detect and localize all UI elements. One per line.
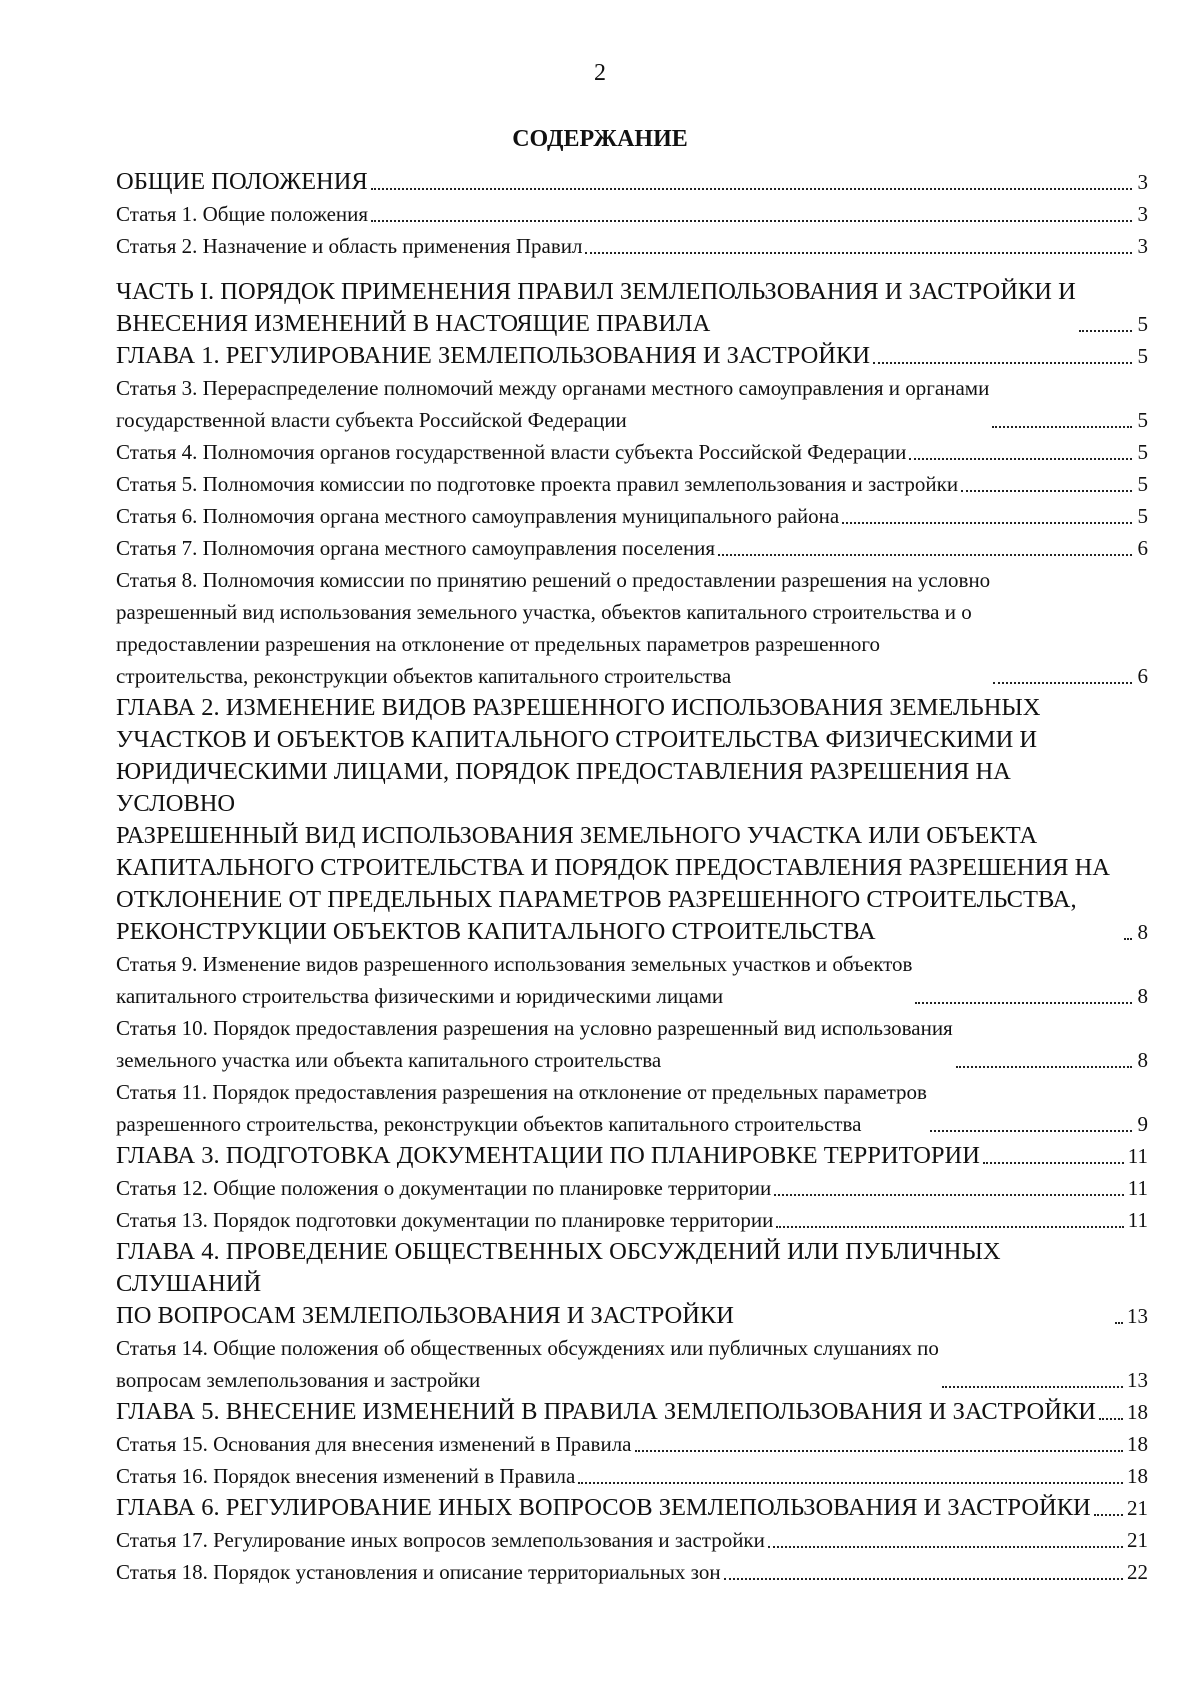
table-of-contents (116, 166, 1148, 1588)
toc-entry-page: 6 (1137, 664, 1148, 688)
toc-entry[interactable] (116, 1076, 1148, 1140)
toc-entry-title: Статья 14. Общие положения об общественных обсуждениях или публичных слушаниях по вопросам землепользования и застройки (116, 1336, 939, 1392)
toc-entry-title: Статья 18. Порядок установления и описание территориальных зон (116, 1560, 721, 1584)
toc-entry[interactable] (116, 1204, 1148, 1236)
dot-leader (983, 1161, 1124, 1164)
dot-leader (1079, 329, 1132, 332)
dot-leader (961, 489, 1132, 492)
toc-entry[interactable] (116, 1396, 1148, 1428)
toc-entry[interactable] (116, 1492, 1148, 1524)
toc-entry[interactable] (116, 1460, 1148, 1492)
toc-entry-page: 5 (1137, 440, 1148, 464)
toc-entry-page: 11 (1127, 1176, 1148, 1200)
toc-entry-page: 22 (1127, 1560, 1148, 1584)
toc-entry[interactable] (116, 436, 1148, 468)
dot-leader (993, 681, 1132, 684)
toc-entry-title: Статья 9. Изменение видов разрешенного использования земельных участков и объектов капитального строительства физическими и юридическими лицами (116, 952, 913, 1008)
toc-entry[interactable] (116, 166, 1148, 198)
toc-entry-title: Статья 11. Порядок предоставления разрешения на отклонение от предельных параметров разрешенного строительства, реконструкции объектов капитального строительства (116, 1080, 927, 1136)
toc-entry-page: 5 (1137, 472, 1148, 496)
toc-entry-title: Статья 5. Полномочия комиссии по подготовке проекта правил землепользования и застройки (116, 472, 959, 496)
toc-entry-page: 21 (1127, 1528, 1148, 1552)
toc-entry-title: Статья 16. Порядок внесения изменений в Правила (116, 1464, 576, 1488)
toc-entry[interactable] (116, 1012, 1148, 1076)
toc-entry-page: 11 (1127, 1144, 1148, 1168)
dot-leader (909, 457, 1132, 460)
toc-entry-title: Статья 12. Общие положения о документации по планировке территории (116, 1176, 772, 1200)
toc-entry-page: 5 (1137, 312, 1148, 336)
toc-entry-title: Статья 7. Полномочия органа местного самоуправления поселения (116, 536, 716, 560)
toc-entry-page: 3 (1137, 234, 1148, 258)
toc-entry-title: ГЛАВА 5. ВНЕСЕНИЕ ИЗМЕНЕНИЙ В ПРАВИЛА ЗЕМЛЕПОЛЬЗОВАНИЯ И ЗАСТРОЙКИ (116, 1398, 1096, 1425)
toc-entry-page: 21 (1127, 1496, 1148, 1520)
toc-entry-page: 18 (1127, 1400, 1148, 1424)
toc-entry-title: Статья 13. Порядок подготовки документации по планировке территории (116, 1208, 774, 1232)
toc-title: СОДЕРЖАНИЕ (512, 126, 688, 152)
dot-leader (992, 425, 1132, 428)
dot-leader (718, 553, 1132, 556)
toc-entry[interactable] (116, 340, 1148, 372)
dot-leader (635, 1449, 1123, 1452)
dot-leader (724, 1577, 1123, 1580)
dot-leader (873, 361, 1132, 364)
toc-entry-page: 5 (1137, 344, 1148, 368)
toc-entry-title: Статья 10. Порядок предоставления разрешения на условно разрешенный вид использования земельного участка или объекта капитального строительства (116, 1016, 953, 1072)
toc-entry[interactable] (116, 468, 1148, 500)
toc-entry-title: ГЛАВА 3. ПОДГОТОВКА ДОКУМЕНТАЦИИ ПО ПЛАНИРОВКЕ ТЕРРИТОРИИ (116, 1142, 980, 1169)
toc-entry-title: Статья 15. Основания для внесения изменений в Правила (116, 1432, 632, 1456)
dot-leader (578, 1481, 1123, 1484)
toc-entry-title: Статья 6. Полномочия органа местного самоуправления муниципального района (116, 504, 840, 528)
toc-entry[interactable] (116, 1140, 1148, 1172)
toc-entry[interactable] (116, 692, 1148, 948)
toc-entry-page: 18 (1127, 1464, 1148, 1488)
dot-leader (842, 521, 1132, 524)
toc-entry[interactable] (116, 372, 1148, 436)
toc-entry[interactable] (116, 500, 1148, 532)
toc-entry[interactable] (116, 276, 1148, 340)
toc-entry-title: ГЛАВА 2. ИЗМЕНЕНИЕ ВИДОВ РАЗРЕШЕННОГО ИСПОЛЬЗОВАНИЯ ЗЕМЕЛЬНЫХ УЧАСТКОВ И ОБЪЕКТОВ КАПИТАЛЬНОГО СТРОИТЕЛЬСТВА ФИЗИЧЕСКИМИ И ЮРИДИЧЕСКИМИ ЛИЦАМИ, ПОРЯДОК ПРЕДОСТАВЛЕНИЯ РАЗРЕШЕНИЯ НА УСЛОВНО РАЗРЕШЕННЫЙ ВИД ИСПОЛЬЗОВАНИЯ ЗЕМЕЛЬНОГО УЧАСТКА ИЛИ ОБЪЕКТА КАПИТАЛЬНОГО СТРОИТЕЛЬСТВА И ПОРЯДОК ПРЕДОСТАВЛЕНИЯ РАЗРЕШЕНИЯ НА ОТКЛОНЕНИЕ ОТ ПРЕДЕЛЬНЫХ ПАРАМЕТРОВ РАЗРЕШЕННОГО СТРОИТЕЛЬСТВА, РЕКОНСТРУКЦИИ ОБЪЕКТОВ КАПИТАЛЬНОГО СТРОИТЕЛЬСТВА (116, 694, 1110, 945)
toc-entry-title: ГЛАВА 6. РЕГУЛИРОВАНИЕ ИНЫХ ВОПРОСОВ ЗЕМЛЕПОЛЬЗОВАНИЯ И ЗАСТРОЙКИ (116, 1494, 1091, 1521)
dot-leader (915, 1001, 1132, 1004)
toc-entry-page: 13 (1127, 1304, 1148, 1328)
toc-entry-title: Статья 2. Назначение и область применения Правил (116, 234, 583, 258)
toc-entry-title: ЧАСТЬ I. ПОРЯДОК ПРИМЕНЕНИЯ ПРАВИЛ ЗЕМЛЕПОЛЬЗОВАНИЯ И ЗАСТРОЙКИ И ВНЕСЕНИЯ ИЗМЕНЕНИЙ В НАСТОЯЩИЕ ПРАВИЛА (116, 278, 1076, 337)
toc-entry-page: 3 (1137, 170, 1148, 194)
toc-entry[interactable] (116, 948, 1148, 1012)
toc-entry-page: 9 (1137, 1112, 1148, 1136)
toc-entry-page: 5 (1137, 504, 1148, 528)
dot-leader (371, 187, 1132, 190)
toc-entry[interactable] (116, 230, 1148, 262)
dot-leader (942, 1385, 1123, 1388)
toc-entry-title: Статья 1. Общие положения (116, 202, 369, 226)
toc-entry-page: 11 (1127, 1208, 1148, 1232)
toc-entry-title: ОБЩИЕ ПОЛОЖЕНИЯ (116, 168, 368, 195)
toc-entry[interactable] (116, 1556, 1148, 1588)
toc-entry[interactable] (116, 198, 1148, 230)
toc-entry[interactable] (116, 1428, 1148, 1460)
toc-entry-title: Статья 8. Полномочия комиссии по принятию решений о предоставлении разрешения на условно разрешенный вид использования земельного участка, объектов капитального строительства и о предоставлении разрешения на отклонение от предельных параметров разрешенного строительства, реконструкции объектов капитального строительства (116, 568, 991, 688)
toc-entry-page: 8 (1137, 920, 1148, 944)
dot-leader (776, 1225, 1123, 1228)
dot-leader (774, 1193, 1124, 1196)
dot-leader (768, 1545, 1123, 1548)
toc-entry[interactable] (116, 1172, 1148, 1204)
toc-entry[interactable] (116, 1236, 1148, 1332)
toc-entry-page: 6 (1137, 536, 1148, 560)
toc-entry-page: 8 (1137, 1048, 1148, 1072)
page-number: 2 (594, 60, 606, 86)
toc-entry[interactable] (116, 532, 1148, 564)
toc-entry-page: 5 (1137, 408, 1148, 432)
toc-entry-page: 8 (1137, 984, 1148, 1008)
dot-leader (956, 1065, 1132, 1068)
toc-entry-title: ГЛАВА 4. ПРОВЕДЕНИЕ ОБЩЕСТВЕННЫХ ОБСУЖДЕНИЙ ИЛИ ПУБЛИЧНЫХ СЛУШАНИЙ ПО ВОПРОСАМ ЗЕМЛЕПОЛЬЗОВАНИЯ И ЗАСТРОЙКИ (116, 1238, 1001, 1329)
toc-entry[interactable] (116, 1332, 1148, 1396)
toc-entry[interactable] (116, 564, 1148, 692)
dot-leader (1099, 1417, 1123, 1420)
dot-leader (585, 251, 1132, 254)
toc-entry-title: Статья 17. Регулирование иных вопросов землепользования и застройки (116, 1528, 765, 1552)
dot-leader (1094, 1513, 1123, 1516)
dot-leader (930, 1129, 1132, 1132)
toc-entry-title: ГЛАВА 1. РЕГУЛИРОВАНИЕ ЗЕМЛЕПОЛЬЗОВАНИЯ И ЗАСТРОЙКИ (116, 342, 871, 369)
toc-entry[interactable] (116, 1524, 1148, 1556)
dot-leader (1115, 1321, 1123, 1324)
toc-entry-title: Статья 3. Перераспределение полномочий между органами местного самоуправления и органами государственной власти субъекта Российской Федерации (116, 376, 990, 432)
toc-entry-page: 13 (1127, 1368, 1148, 1392)
dot-leader (371, 219, 1132, 222)
dot-leader (1124, 937, 1132, 940)
toc-entry-title: Статья 4. Полномочия органов государственной власти субъекта Российской Федерации (116, 440, 907, 464)
toc-entry-page: 3 (1137, 202, 1148, 226)
toc-entry-page: 18 (1127, 1432, 1148, 1456)
